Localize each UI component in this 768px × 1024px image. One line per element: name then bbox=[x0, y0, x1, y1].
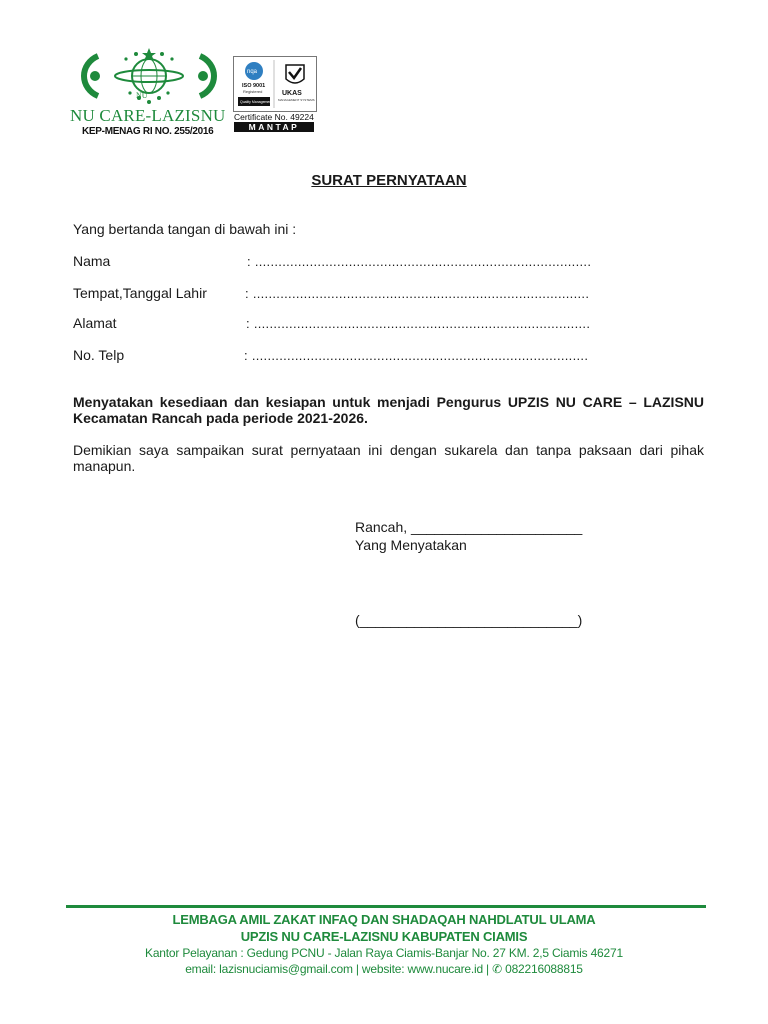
field-label-telp: No. Telp bbox=[73, 347, 125, 363]
signature-role: Yang Menyatakan bbox=[355, 537, 467, 553]
footer-org-line: LEMBAGA AMIL ZAKAT INFAQ DAN SHADAQAH NAHDLATUL ULAMA bbox=[172, 912, 596, 927]
footer-contact: email: lazisnuciamis@gmail.com | website: www.nucare.id | ✆ 082216088815 bbox=[185, 962, 583, 976]
svg-text:UKAS: UKAS bbox=[282, 90, 302, 97]
closing-paragraph: Demikian saya sampaikan surat pernyataan ini dengan sukarela dan tanpa paksaan dari pihak manapun. bbox=[73, 442, 704, 474]
org-name: NU CARE-LAZISNU bbox=[70, 106, 226, 125]
svg-text:MANAGEMENT SYSTEMS: MANAGEMENT SYSTEMS bbox=[278, 98, 315, 102]
signature-name-line: (____________________________) bbox=[355, 612, 583, 628]
statement-paragraph: Menyatakan kesediaan dan kesiapan untuk menjadi Pengurus UPZIS NU CARE – LAZISNU Kecamatan Rancah pada periode 2021-2026. bbox=[73, 394, 704, 426]
org-logo bbox=[68, 44, 228, 140]
footer-upzis-line: UPZIS NU CARE-LAZISNU KABUPATEN CIAMIS bbox=[240, 929, 528, 944]
intro-text: Yang bertanda tangan di bawah ini : bbox=[73, 221, 297, 237]
field-value-alamat: : ...................................................................................... bbox=[246, 316, 591, 331]
footer-address: Kantor Pelayanan : Gedung PCNU - Jalan Raya Ciamis-Banjar No. 27 KM. 2,5 Ciamis 46271 bbox=[145, 946, 623, 960]
svg-text:nqa: nqa bbox=[247, 69, 258, 75]
svg-text:Registered: Registered bbox=[243, 89, 263, 94]
mantap-label: MANTAP bbox=[234, 122, 314, 132]
footer-divider bbox=[66, 905, 706, 908]
iso-certification-badge bbox=[233, 56, 317, 138]
field-label-ttl: Tempat,Tanggal Lahir bbox=[73, 285, 207, 301]
field-value-nama: : ...................................................................................... bbox=[247, 254, 592, 269]
decree-number: KEP-MENAG RI NO. 255/2016 bbox=[82, 126, 214, 137]
document-title: SURAT PERNYATAAN bbox=[311, 172, 467, 189]
nu-care-emblem-icon bbox=[76, 46, 222, 106]
field-value-ttl: : ...................................................................................... bbox=[245, 286, 590, 301]
iso-ukas-icon bbox=[234, 57, 316, 111]
field-value-telp: : ...................................................................................... bbox=[244, 348, 589, 363]
field-label-alamat: Alamat bbox=[73, 315, 117, 331]
svg-text:ISO 9001: ISO 9001 bbox=[242, 83, 266, 89]
signature-place-date: Rancah, ______________________ bbox=[355, 519, 583, 535]
field-label-nama: Nama bbox=[73, 253, 111, 269]
certificate-number: Certificate No. 49224 bbox=[234, 112, 314, 122]
svg-text:Quality Management: Quality Management bbox=[240, 100, 273, 104]
svg-text:NU: NU bbox=[136, 91, 148, 100]
